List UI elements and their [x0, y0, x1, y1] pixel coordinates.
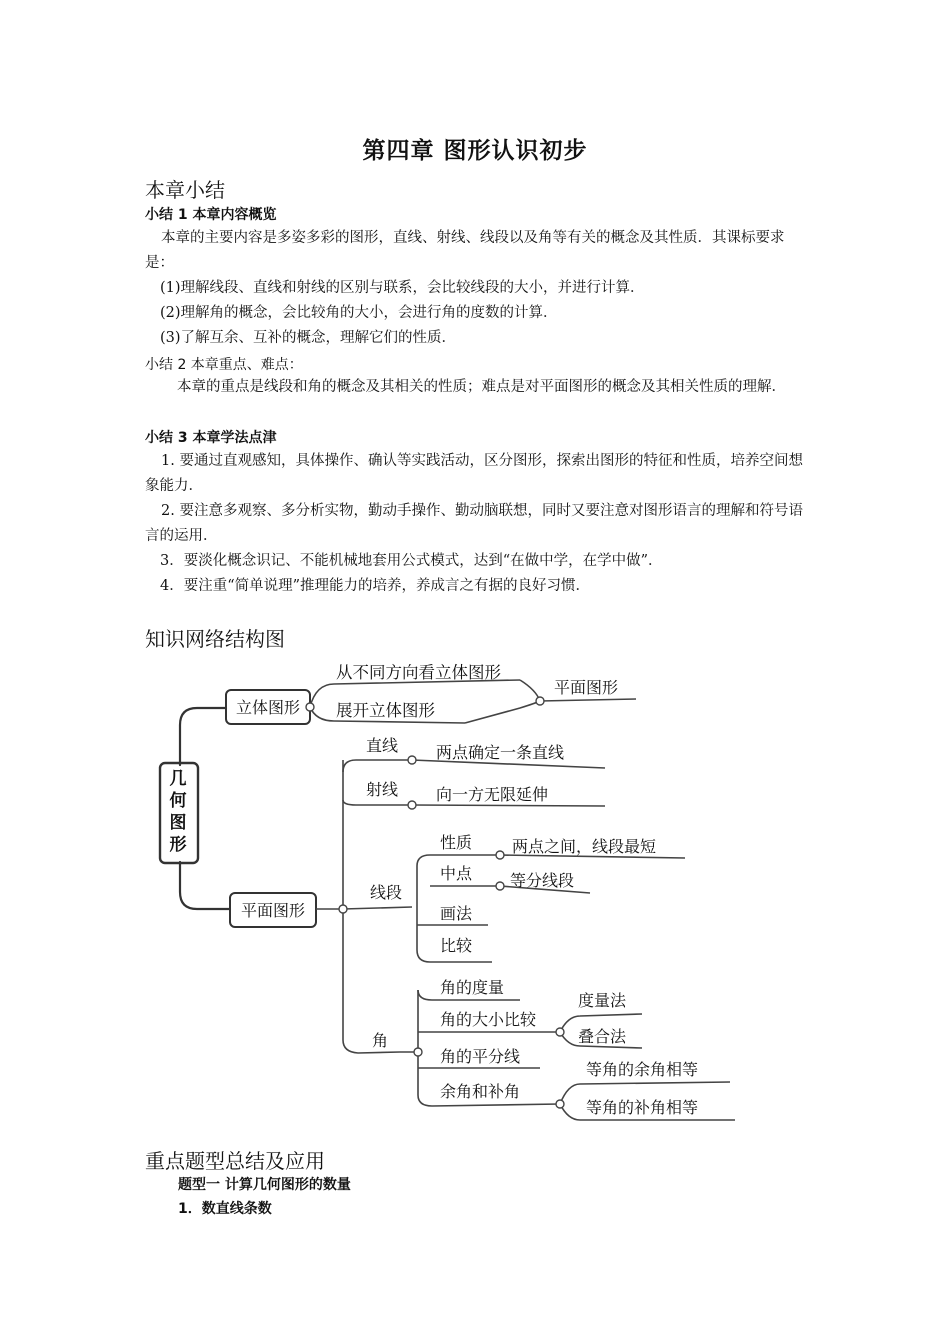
node-root-char: 几	[169, 769, 189, 789]
node-plane: 平面图形	[240, 901, 306, 920]
node-seg-compare: 比较	[440, 936, 473, 955]
node-ang-bisector: 角的平分线	[440, 1047, 521, 1066]
s3-item-2: 2. 要注意多观察、多分析实物，勤动手操作、勤动脑联想，同时又要注意对图形语言的理解和符号语言的运用．	[145, 503, 803, 544]
node-view: 从不同方向看立体图形	[336, 663, 501, 682]
node-line: 直线	[366, 736, 399, 755]
node-root-char: 形	[169, 835, 189, 855]
s1-item-3: (3)了解互余、互补的概念，理解它们的性质．	[160, 330, 457, 346]
node-root-char: 图	[169, 813, 189, 833]
node-seg-mid: 中点	[440, 864, 473, 883]
node-ray-prop: 向一方无限延伸	[436, 785, 549, 804]
node-seg-nature: 性质	[440, 833, 473, 852]
s3-heading: 小结 3 本章学法点津	[145, 430, 277, 446]
node-root	[170, 769, 189, 855]
node-angle: 角	[372, 1031, 389, 1050]
s3-item-3: 3．要淡化概念识记、不能机械地套用公式模式，达到“在做中学，在学中做”．	[160, 553, 663, 569]
type1-heading: 题型一 计算几何图形的数量	[178, 1177, 351, 1193]
node-ray: 射线	[366, 780, 399, 799]
node-unfold: 展开立体图形	[336, 701, 435, 720]
network-heading: 知识网络结构图	[145, 627, 285, 651]
s1-item-1: (1)理解线段、直线和射线的区别与联系，会比较线段的大小，并进行计算．	[160, 280, 645, 296]
node-plane-result: 平面图形	[554, 678, 619, 697]
s2-text: 本章的重点是线段和角的概念及其相关的性质；难点是对平面图形的概念及其相关性质的理解．	[177, 379, 786, 395]
chapter-title: 第四章 图形认识初步	[362, 138, 588, 164]
s2-heading: 小结 2 本章重点、难点：	[145, 357, 303, 373]
s1-intro: 本章的主要内容是多姿多彩的图形，直线、射线、线段以及角等有关的概念及其性质．其课标要求是：	[145, 230, 785, 271]
node-seg-draw: 画法	[440, 904, 473, 923]
node-ang-comp: 余角和补角	[440, 1082, 521, 1101]
node-solid: 立体图形	[235, 698, 301, 717]
s1-item-2: (2)理解角的概念，会比较角的大小，会进行角的度数的计算．	[160, 305, 558, 321]
summary-heading: 本章小结	[145, 178, 225, 202]
knowledge-network-diagram	[0, 650, 950, 1140]
node-ang-comp1: 等角的余角相等	[586, 1060, 699, 1079]
node-ang-method1: 度量法	[578, 991, 627, 1010]
node-ang-comp2: 等角的补角相等	[586, 1098, 699, 1117]
apps-heading: 重点题型总结及应用	[145, 1149, 325, 1173]
node-segment: 线段	[370, 883, 403, 902]
node-line-prop: 两点确定一条直线	[436, 743, 565, 762]
node-ang-measure: 角的度量	[440, 978, 505, 997]
node-seg-mid-val: 等分线段	[510, 871, 575, 890]
type1-sub-heading: 1．数直线条数	[178, 1201, 272, 1217]
node-ang-method2: 叠合法	[578, 1027, 627, 1046]
s3-item-1: 1. 要通过直观感知，具体操作、确认等实践活动，区分图形，探索出图形的特征和性质，培养空间想象能力．	[145, 453, 803, 494]
s1-heading: 小结 1 本章内容概览	[145, 207, 277, 223]
node-seg-nature-val: 两点之间，线段最短	[512, 837, 657, 856]
s3-item-4: 4．要注重“简单说理”推理能力的培养，养成言之有据的良好习惯．	[160, 578, 591, 594]
node-root-char: 何	[169, 791, 189, 811]
node-ang-compare: 角的大小比较	[440, 1010, 537, 1029]
